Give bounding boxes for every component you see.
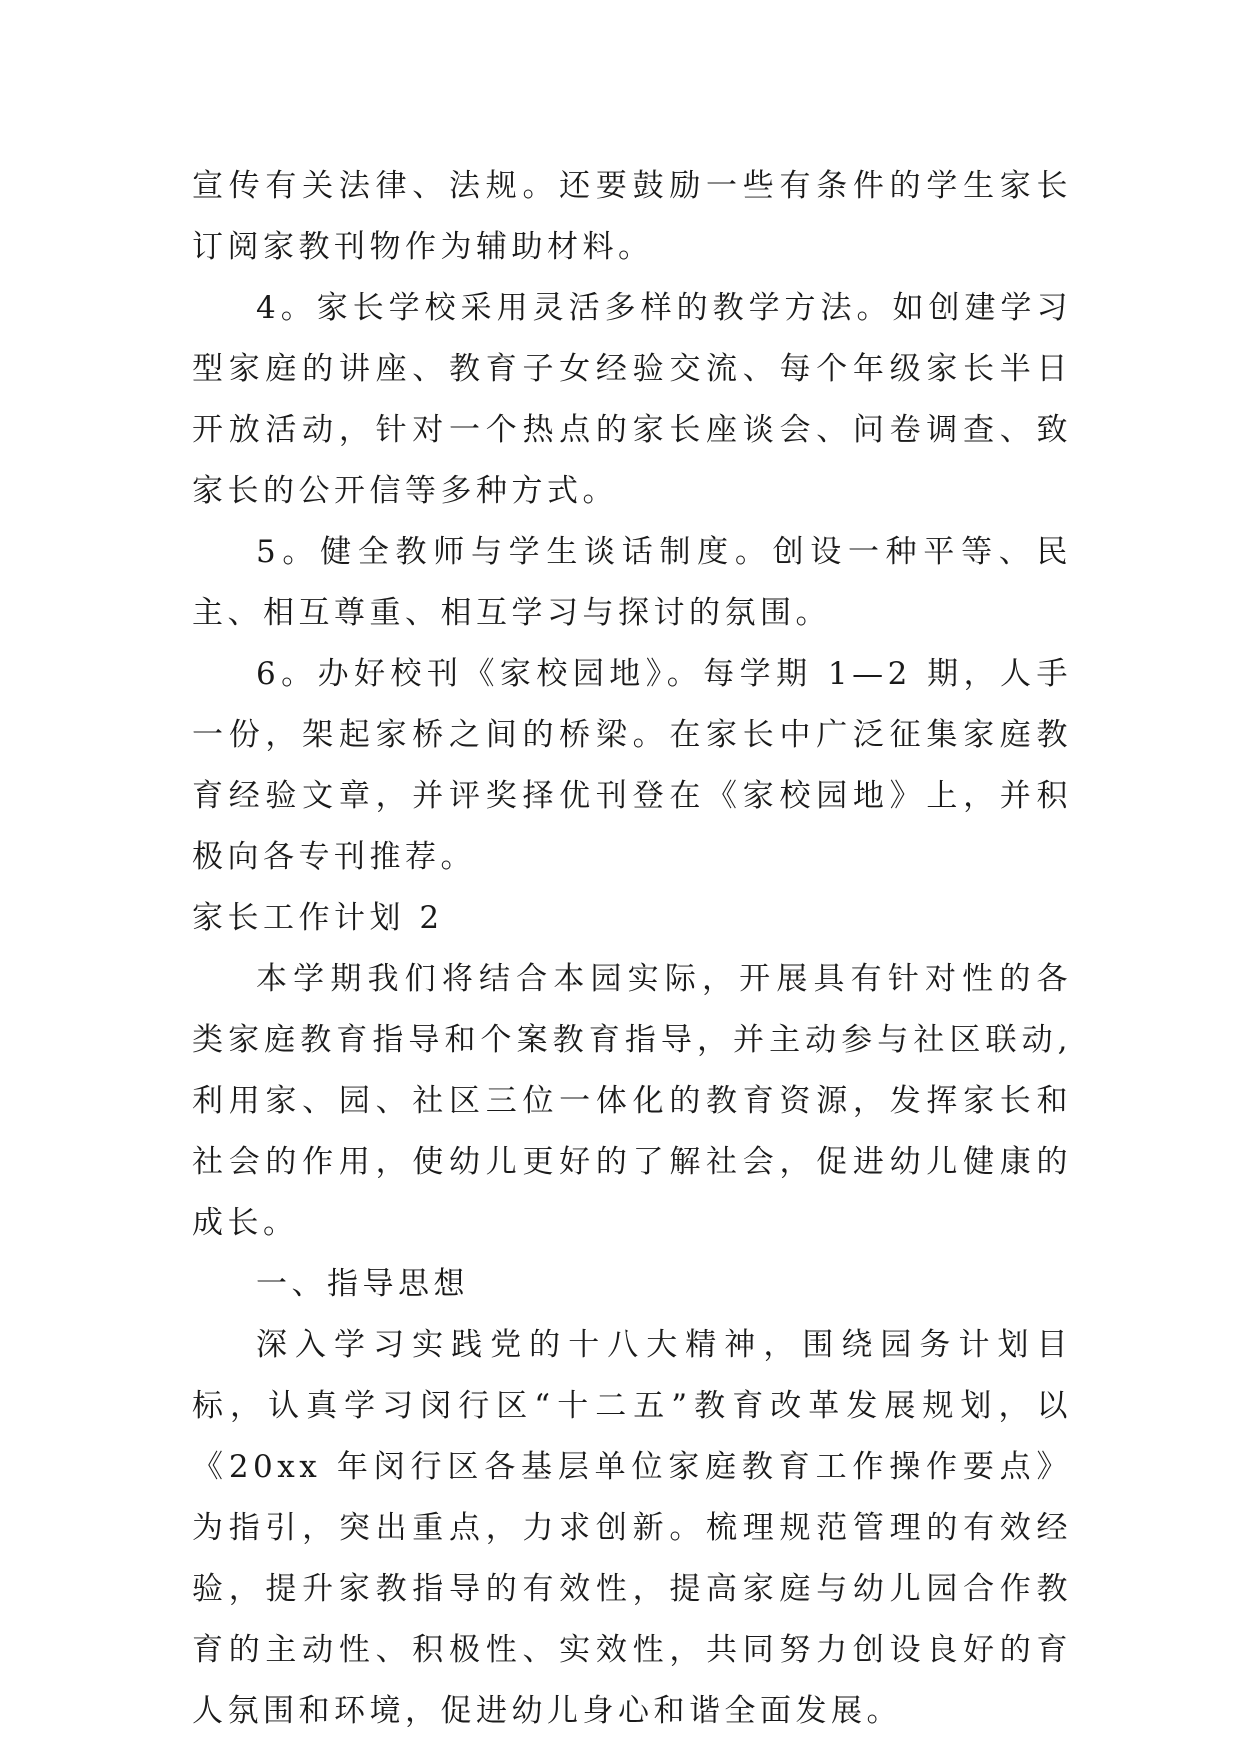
section-title-plan-2: 家长工作计划 2 [192, 900, 444, 936]
paragraph-item-6-school-journal: 6。办好校刊《家校园地》。每学期 1—2 期，人手一份，架起家桥之间的桥梁。在家长中广泛征集家庭教育经验文章，并评奖择优刊登在《家校园地》上，并积极向各专刊推荐。 [192, 656, 1072, 875]
paragraph-law-publicity: 宣传有关法律、法规。还要鼓励一些有条件的学生家长订阅家教刊物作为辅助材料。 [192, 168, 1072, 265]
subsection-title-guiding-ideology: 一、指导思想 [256, 1266, 469, 1302]
document-page [192, 156, 1072, 1742]
paragraph-guiding-ideology: 深入学习实践党的十八大精神，围绕园务计划目标，认真学习闵行区“十二五”教育改革发展规划，以《20xx 年闵行区各基层单位家庭教育工作操作要点》为指引，突出重点，力求创新。梳理规范管理的有效经验，提升家教指导的有效性，提高家庭与幼儿园合作教育的主动性、积极性、实效性，共同努力创设良好的育人氛围和环境，促进幼儿身心和谐全面发展。 [192, 1327, 1072, 1729]
paragraph-plan-2-intro: 本学期我们将结合本园实际，开展具有针对性的各类家庭教育指导和个案教育指导，并主动参与社区联动,利用家、园、社区三位一体化的教育资源，发挥家长和社会的作用，使幼儿更好的了解社会，促进幼儿健康的成长。 [192, 961, 1072, 1241]
paragraph-item-5-talk-system: 5。健全教师与学生谈话制度。创设一种平等、民主、相互尊重、相互学习与探讨的氛围。 [192, 534, 1072, 631]
paragraph-item-4-teaching-methods: 4。家长学校采用灵活多样的教学方法。如创建学习型家庭的讲座、教育子女经验交流、每个年级家长半日开放活动，针对一个热点的家长座谈会、问卷调查、致家长的公开信等多种方式。 [192, 290, 1072, 509]
